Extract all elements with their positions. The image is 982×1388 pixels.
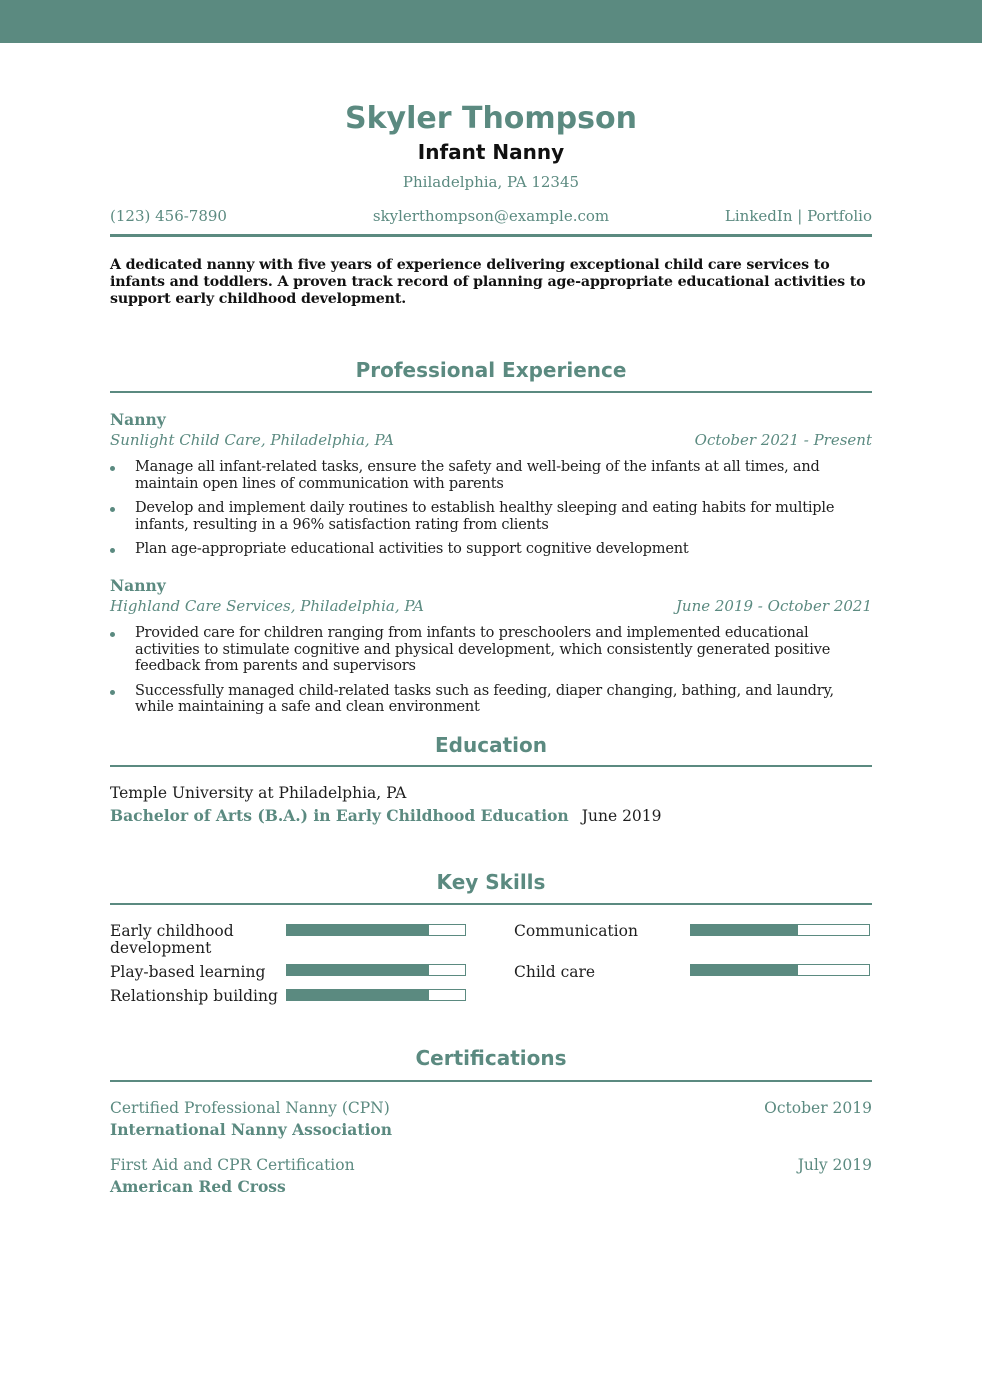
job-1-company: Sunlight Child Care, Philadelphia, PA (110, 431, 395, 449)
profile-links[interactable]: LinkedIn | Portfolio (724, 207, 872, 225)
cert-1-org: International Nanny Association (110, 1120, 392, 1139)
skill-level-bar (286, 924, 466, 936)
section-title-experience: Professional Experience (355, 358, 627, 382)
section-title-skills: Key Skills (436, 870, 546, 894)
education-degree-row (110, 806, 662, 825)
cert-1-date: October 2019 (764, 1099, 872, 1117)
skill-label: Early childhood development (110, 922, 234, 957)
cert-2-date: July 2019 (797, 1156, 872, 1174)
section-divider (110, 903, 872, 905)
job-title-heading: Infant Nanny (417, 140, 565, 164)
bullet-icon (110, 466, 115, 471)
cert-2-org: American Red Cross (110, 1177, 286, 1196)
top-accent-bar (0, 0, 982, 43)
summary: A dedicated nanny with five years of experience delivering exceptional child care services to infants and toddlers. A proven track record of planning age-appropriate educational activities to support early childhood development. (110, 257, 866, 307)
job-1-dates: October 2021 - Present (694, 431, 872, 449)
email-link[interactable]: skylerthompson@example.com (372, 207, 610, 225)
job-1-title: Nanny (110, 410, 166, 429)
skill-level-fill (691, 925, 798, 935)
job-2-dates: June 2019 - October 2021 (675, 597, 872, 615)
list-item: Manage all infant-related tasks, ensure the safety and well-being of the infants at all times, and maintain open lines of communication with parents (110, 459, 872, 492)
job-2-company: Highland Care Services, Philadelphia, PA (110, 597, 424, 615)
education-degree: Bachelor of Arts (B.A.) in Early Childhood Education (110, 806, 569, 825)
skill-level-fill (691, 965, 798, 975)
skill-label: Relationship building (110, 987, 278, 1005)
job-2-bullets (110, 625, 872, 724)
education-school: Temple University at Philadelphia, PA (110, 784, 407, 802)
cert-1-name: Certified Professional Nanny (CPN) (110, 1099, 390, 1117)
bullet-icon (110, 548, 115, 553)
skill-level-fill (287, 990, 429, 1000)
skill-level-bar (286, 964, 466, 976)
location: Philadelphia, PA 12345 (402, 173, 580, 191)
skill-label: Child care (514, 963, 596, 981)
job-2-title: Nanny (110, 576, 166, 595)
list-item: Plan age-appropriate educational activities to support cognitive development (110, 541, 872, 558)
skill-level-fill (287, 965, 429, 975)
header-divider (110, 234, 872, 237)
section-title-certifications: Certifications (415, 1046, 567, 1070)
skill-level-bar (690, 924, 870, 936)
skill-label: Play-based learning (110, 963, 266, 981)
list-item: Provided care for children ranging from infants to preschoolers and implemented educational activities to stimulate cognitive and physical development, which consistently generated positive feedback from parents and supervisors (110, 625, 872, 675)
section-divider (110, 765, 872, 767)
list-item: Successfully managed child-related tasks such as feeding, diaper changing, bathing, and laundry, while maintaining a safe and clean environment (110, 683, 872, 716)
section-title-education: Education (435, 733, 547, 757)
education-date: June 2019 (581, 807, 662, 825)
skill-label: Communication (514, 922, 638, 940)
skill-level-fill (287, 925, 429, 935)
bullet-icon (110, 507, 115, 512)
job-1-bullets (110, 459, 872, 566)
cert-2-name: First Aid and CPR Certification (110, 1156, 355, 1174)
bullet-icon (110, 690, 115, 695)
skill-level-bar (690, 964, 870, 976)
list-item: Develop and implement daily routines to establish healthy sleeping and eating habits for multiple infants, resulting in a 96% satisfaction rating from clients (110, 500, 872, 533)
phone: (123) 456-7890 (110, 207, 227, 225)
bullet-icon (110, 632, 115, 637)
section-divider (110, 1080, 872, 1082)
candidate-name: Skyler Thompson (345, 101, 637, 136)
skill-level-bar (286, 989, 466, 1001)
section-divider (110, 391, 872, 393)
